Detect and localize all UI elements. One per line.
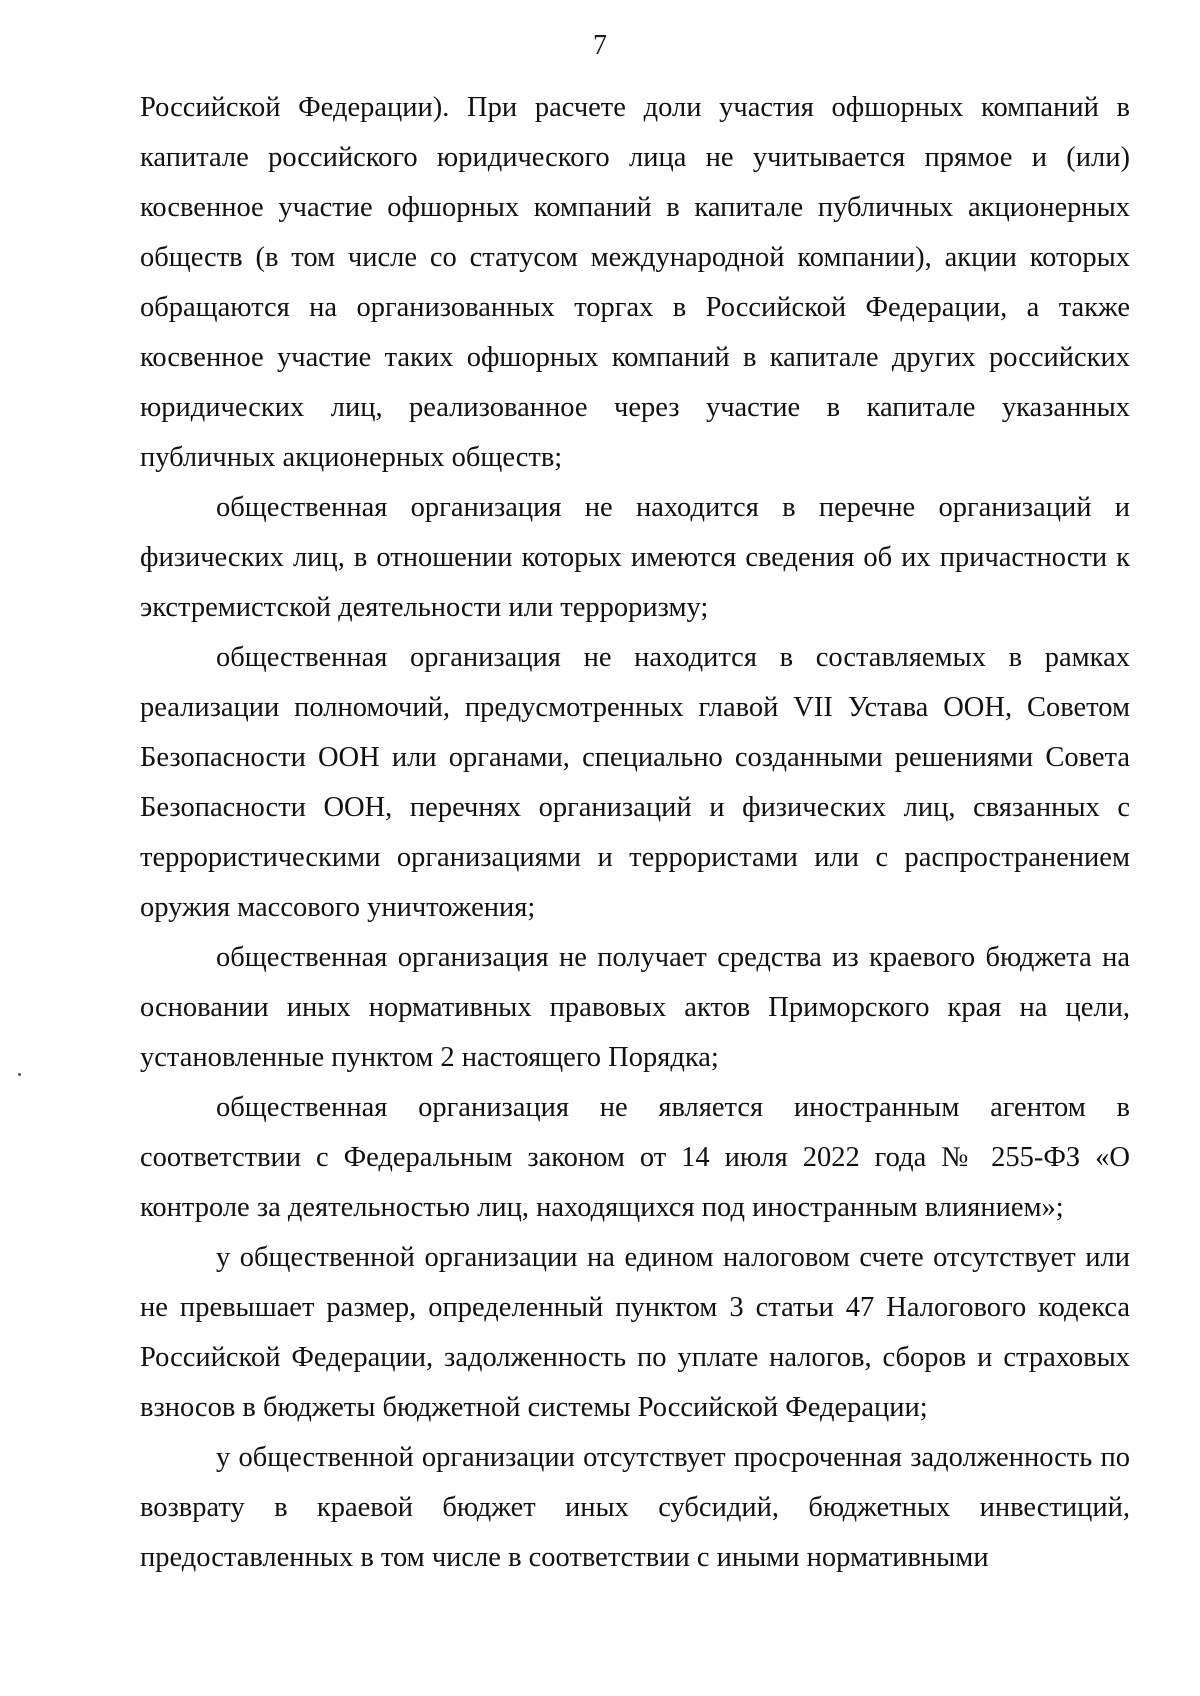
paragraph-foreign-agent: общественная организация не является иностранным агентом в соответствии с Федеральным законом от 14 июля 2022 года № 255-ФЗ «О контроле за деятельностью лиц, находящихся под иностранным влиянием»;	[140, 1092, 1130, 1223]
paragraph-un-security-council-lists: общественная организация не находится в составляемых в рамках реализации полномочий, предусмотренных главой VII Устава ООН, Советом Безопасности ООН или органами, специально созданными решениями Совета Безопасности ООН, перечнях организаций и физических лиц, связанных с террористическими организациями и террористами или с распространением оружия массового уничтожения;	[140, 642, 1130, 923]
page-number: 7	[593, 30, 607, 61]
document-body	[140, 83, 1130, 1583]
paragraph-overdue-debt: у общественной организации отсутствует просроченная задолженность по возврату в краевой бюджет иных субсидий, бюджетных инвестиций, предоставленных в том числе в соответствии с иными нормативными	[140, 1442, 1130, 1573]
scan-artifact-dot	[18, 1073, 21, 1076]
paragraph-tax-debt: у общественной организации на едином налоговом счете отсутствует или не превышает размер, определенный пунктом 3 статьи 47 Налогового кодекса Российской Федерации, задолженность по уплате налогов, сборов и страховых взносов в бюджеты бюджетной системы Российской Федерации;	[140, 1242, 1130, 1423]
paragraph-offshore-participation: Российской Федерации). При расчете доли участия офшорных компаний в капитале российского юридического лица не учитывается прямое и (или) косвенное участие офшорных компаний в капитале публичных акционерных обществ (в том числе со статусом международной компании), акции которых обращаются на организованных торгах в Российской Федерации, а также косвенное участие таких офшорных компаний в капитале других российских юридических лиц, реализованное через участие в капитале указанных публичных акционерных обществ;	[140, 92, 1130, 473]
paragraph-extremism-list: общественная организация не находится в перечне организаций и физических лиц, в отношении которых имеются сведения об их причастности к экстремистской деятельности или терроризму;	[140, 492, 1130, 623]
paragraph-regional-budget-funds: общественная организация не получает средства из краевого бюджета на основании иных нормативных правовых актов Приморского края на цели, установленные пунктом 2 настоящего Порядка;	[140, 942, 1130, 1073]
